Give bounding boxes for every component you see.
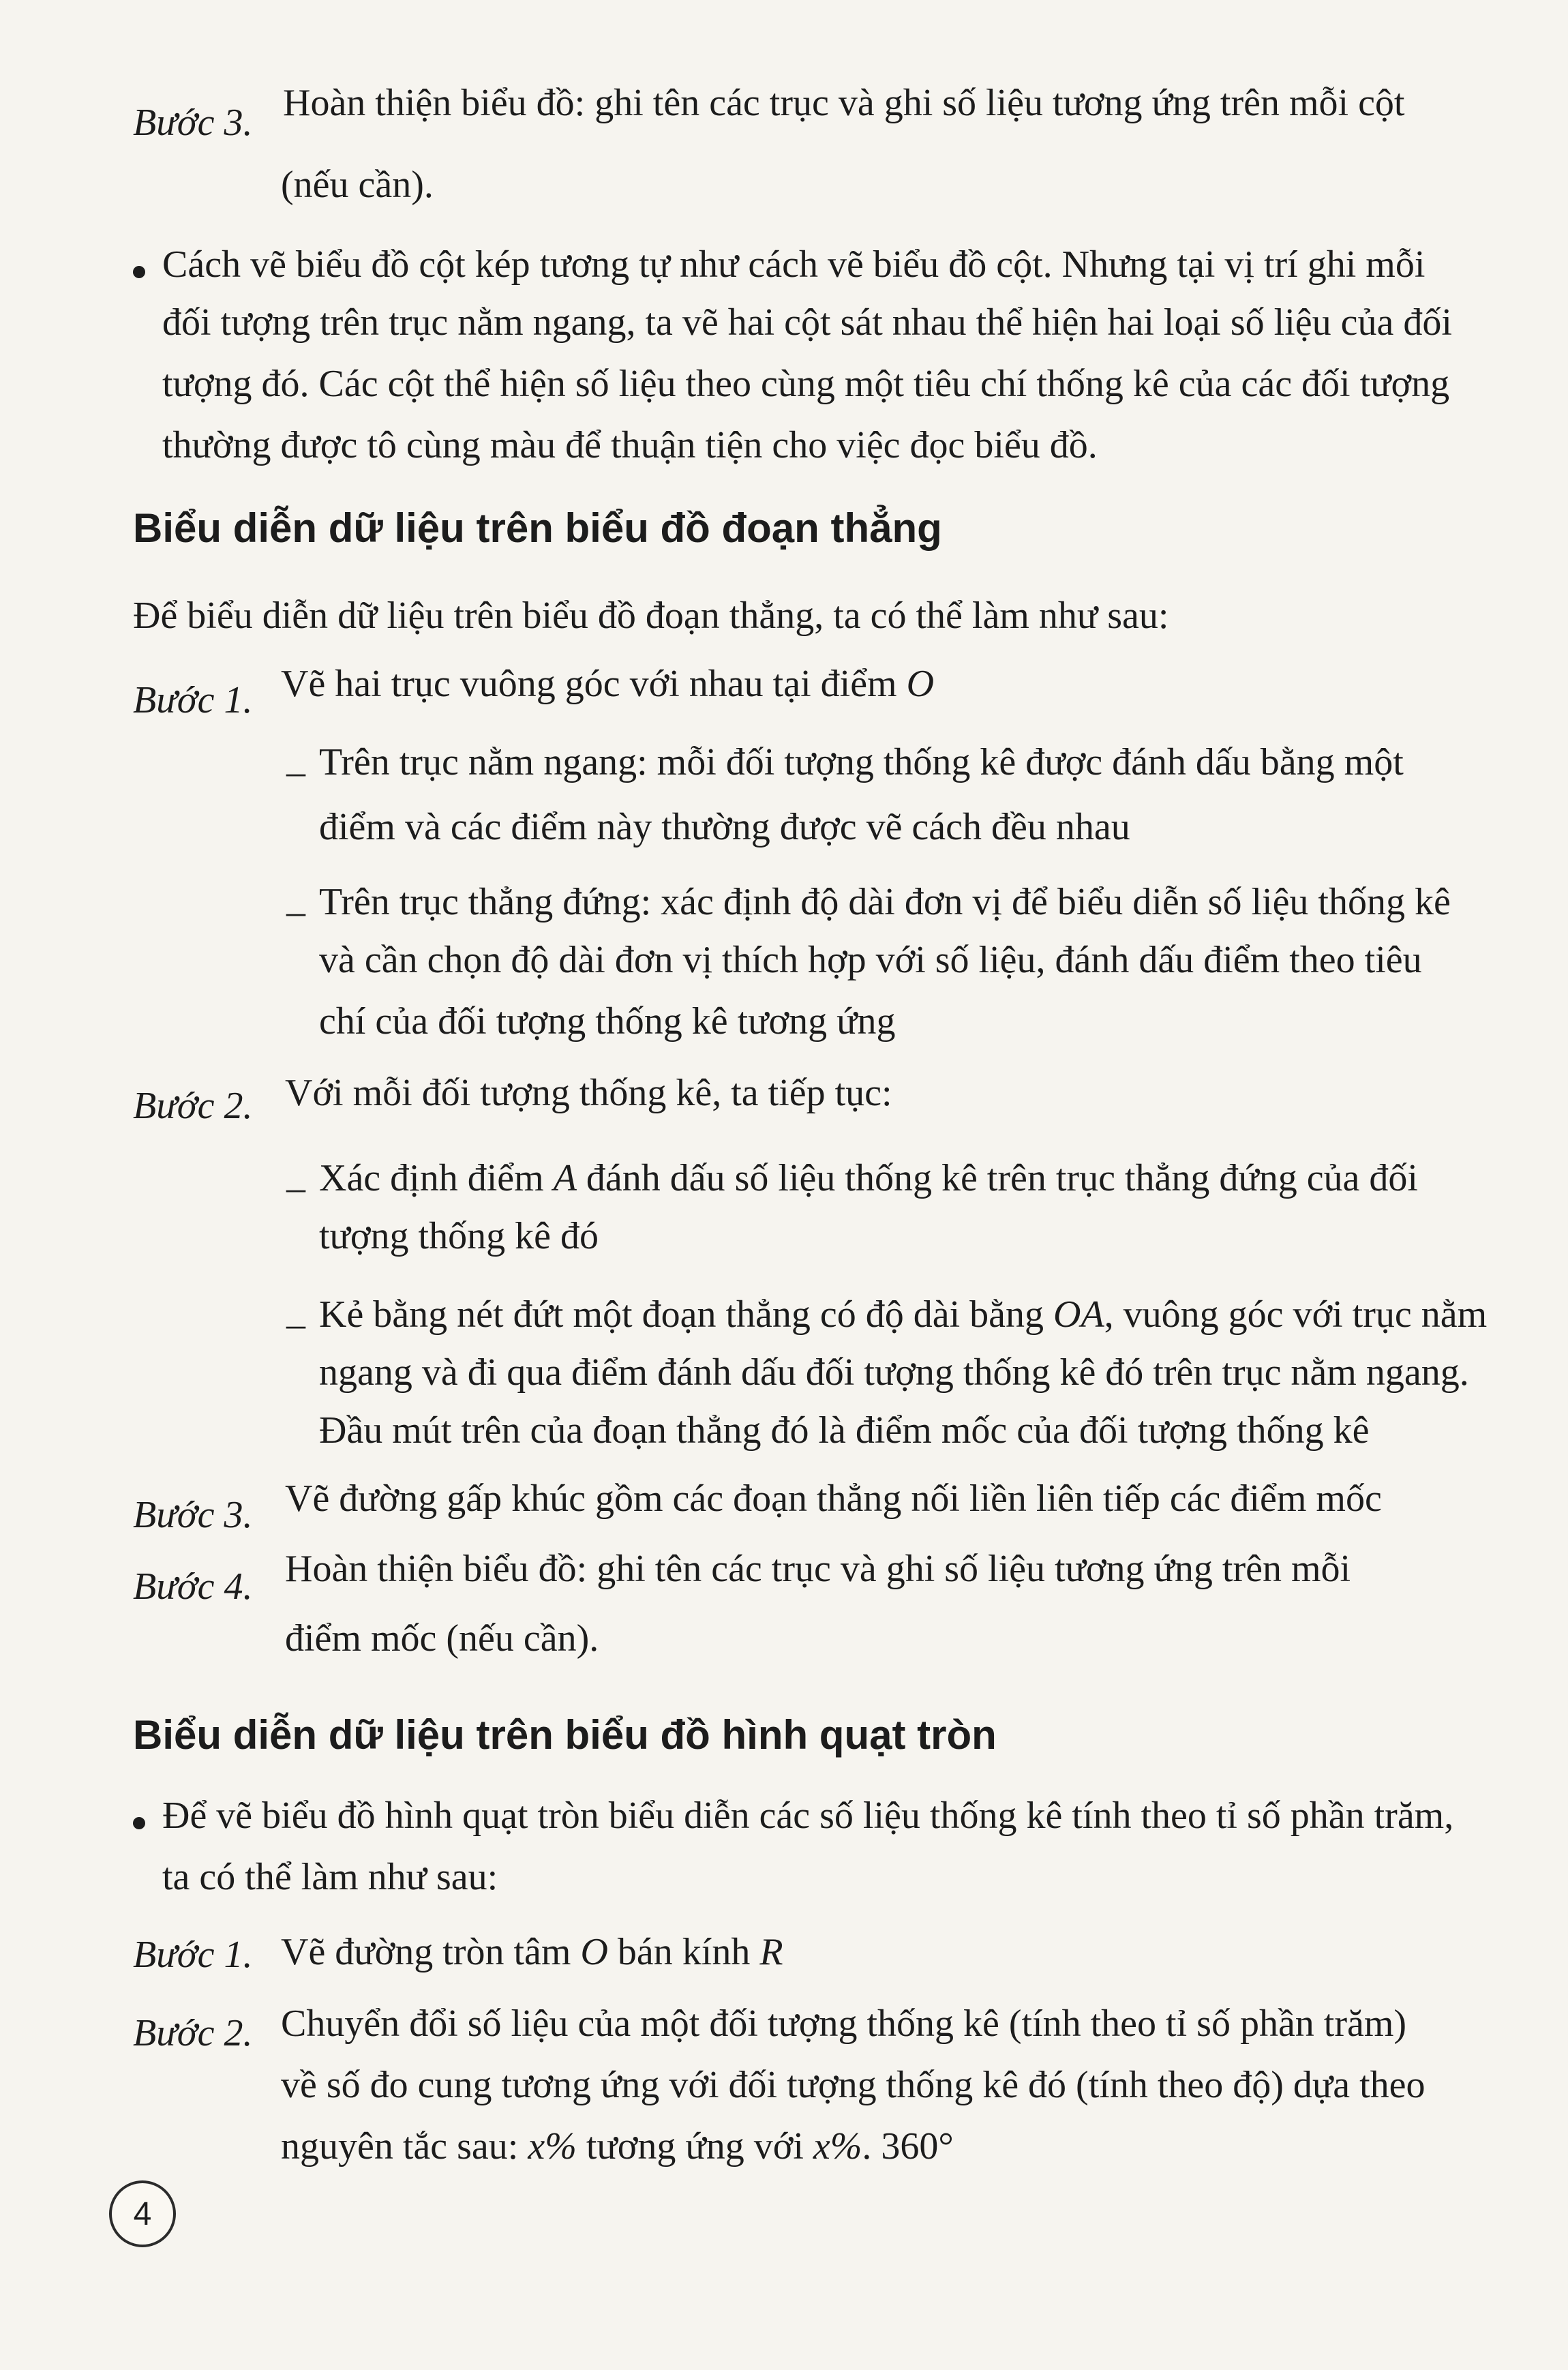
page-number-badge: [109, 2180, 176, 2247]
sub-item-line: ngang và đi qua điểm đánh dấu đối tượng thống kê đó trên trục nằm ngang.: [319, 1351, 1469, 1394]
paragraph-line: ta có thể làm như sau:: [162, 1856, 498, 1898]
point-a: A: [553, 1157, 577, 1199]
section-heading-pie-chart: Biểu diễn dữ liệu trên biểu đồ hình quạt tròn: [133, 1712, 997, 1758]
step-2-text: Với mỗi đối tượng thống kê, ta tiếp tục:: [285, 1072, 892, 1114]
paragraph-line: thường được tô cùng màu để thuận tiện cho việc đọc biểu đồ.: [162, 424, 1098, 466]
paragraph-line: Để vẽ biểu đồ hình quạt tròn biểu diễn các số liệu thống kê tính theo tỉ số phần trăm,: [162, 1795, 1454, 1837]
dash-marker: –: [286, 890, 305, 933]
step-1-label: Bước 1.: [133, 1934, 253, 1976]
sub-item-line: điểm và các điểm này thường được vẽ cách đều nhau: [319, 806, 1130, 848]
radius-r: R: [759, 1931, 783, 1973]
step-4-text-cont: điểm mốc (nếu cần).: [285, 1617, 599, 1660]
sub-item-text: Kẻ bằng nét đứt một đoạn thẳng có độ dài bằng: [319, 1293, 1044, 1336]
step-1-label: Bước 1.: [133, 679, 253, 721]
paragraph-line: đối tượng trên trục nằm ngang, ta vẽ hai cột sát nhau thể hiện hai loại số liệu của đối: [162, 301, 1452, 344]
step-3-text: [283, 80, 1517, 126]
sub-item-line: tượng thống kê đó: [319, 1215, 599, 1257]
step-1-text: [281, 661, 934, 707]
step-2-text-main: tương ứng với: [586, 2125, 804, 2168]
sub-item-text: Xác định điểm: [319, 1157, 544, 1199]
sub-item-line: Đầu mút trên của đoạn thẳng đó là điểm mốc của đối tượng thống kê: [319, 1409, 1370, 1452]
percent-var: x%: [813, 2125, 862, 2168]
sub-item-line: [319, 1156, 1418, 1201]
point-o: O: [906, 663, 935, 705]
section-heading-line-chart: Biểu diễn dữ liệu trên biểu đồ đoạn thẳng: [133, 505, 942, 551]
dash-marker: –: [286, 1303, 305, 1345]
step-2-label: Bước 2.: [133, 1085, 253, 1127]
dash-marker: –: [286, 751, 305, 793]
step-2-text: [281, 2124, 954, 2170]
step-3-label: Bước 3.: [133, 1494, 253, 1536]
sub-item-text: đánh dấu số liệu thống kê trên trục thẳng đứng của đối: [586, 1157, 1418, 1199]
sub-item-text: , vuông góc với trục nằm: [1104, 1293, 1488, 1336]
bullet-dot: [133, 266, 145, 278]
intro-text: Để biểu diễn dữ liệu trên biểu đồ đoạn thẳng, ta có thể làm như sau:: [133, 595, 1169, 637]
step-2-label: Bước 2.: [133, 2012, 253, 2054]
percent-var: x%: [528, 2125, 577, 2168]
step-3-label: Bước 3.: [133, 102, 253, 144]
step-2-text: Chuyển đổi số liệu của một đối tượng thống kê (tính theo tỉ số phần trăm): [281, 2002, 1407, 2045]
step-3-text: Vẽ đường gấp khúc gồm các đoạn thẳng nối liền liên tiếp các điểm mốc: [285, 1478, 1382, 1520]
dash-marker: –: [286, 1167, 305, 1209]
bullet-dot: [133, 1817, 145, 1829]
center-o: O: [580, 1931, 608, 1973]
step-1-text-main: Vẽ hai trục vuông góc với nhau tại điểm: [281, 663, 897, 705]
step-4-text: Hoàn thiện biểu đồ: ghi tên các trục và ghi số liệu tương ứng trên mỗi: [285, 1548, 1351, 1590]
step-2-text-main: nguyên tắc sau:: [281, 2125, 519, 2168]
step-1-text-main: bán kính: [617, 1931, 751, 1973]
paragraph-line: Cách vẽ biểu đồ cột kép tương tự như cách vẽ biểu đồ cột. Nhưng tại vị trí ghi mỗi: [162, 243, 1426, 286]
sub-item-line: [319, 1292, 1487, 1338]
sub-item-line: Trên trục thẳng đứng: xác định độ dài đơn vị để biểu diễn số liệu thống kê: [319, 881, 1451, 923]
step-2-text: về số đo cung tương ứng với đối tượng thống kê đó (tính theo độ) dựa theo: [281, 2064, 1426, 2106]
step-1-text-main: Vẽ đường tròn tâm: [281, 1931, 571, 1973]
step-3-text-line: Hoàn thiện biểu đồ: ghi tên các trục và ghi số liệu tương ứng trên mỗi cột: [283, 82, 1405, 124]
step-3-text-cont: (nếu cần).: [281, 164, 434, 206]
segment-oa: OA: [1053, 1293, 1104, 1336]
sub-item-line: và cần chọn độ dài đơn vị thích hợp với số liệu, đánh dấu điểm theo tiêu: [319, 939, 1422, 981]
step-4-label: Bước 4.: [133, 1565, 253, 1608]
sub-item-line: chí của đối tượng thống kê tương ứng: [319, 1000, 896, 1042]
degree-formula: . 360°: [862, 2125, 954, 2168]
step-1-text: [281, 1930, 783, 1975]
paragraph-line: tượng đó. Các cột thể hiện số liệu theo cùng một tiêu chí thống kê của các đối tượng: [162, 363, 1450, 405]
sub-item-line: Trên trục nằm ngang: mỗi đối tượng thống kê được đánh dấu bằng một: [319, 741, 1404, 783]
page-number: 4: [133, 2195, 152, 2232]
